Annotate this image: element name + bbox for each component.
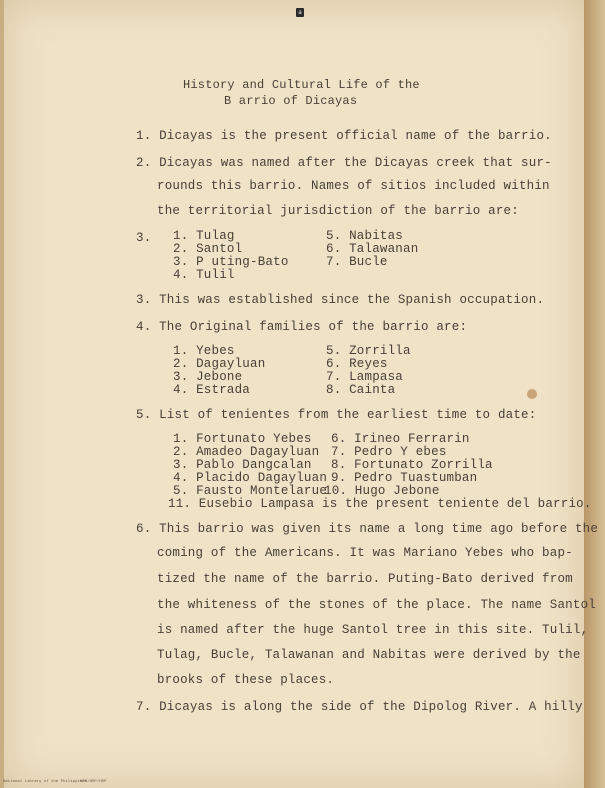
- teniente: 3. Pablo Dangcalan: [173, 458, 312, 472]
- item-4: 4. The Original families of the barrio are:: [136, 320, 468, 334]
- item-1: 1. Dicayas is the present official name of the barrio.: [136, 129, 552, 143]
- paper-stain: [527, 389, 537, 399]
- footer-left: National Library of the Philippines: [3, 780, 88, 784]
- sitio: 7. Bucle: [326, 255, 388, 269]
- document-page: [4, 0, 584, 788]
- family: 6. Reyes: [326, 357, 388, 371]
- family: 4. Estrada: [173, 383, 251, 397]
- sitio: 2. Santol: [173, 242, 243, 256]
- item-2-line-3: the territorial jurisdiction of the barrio are:: [157, 204, 519, 218]
- teniente: 2. Amadeo Dagayluan: [173, 445, 320, 459]
- item-3b: 3. This was established since the Spanish occupation.: [136, 293, 545, 307]
- heading-line-2: B arrio of Dicayas: [224, 94, 358, 108]
- heading-line-1: History and Cultural Life of the: [183, 78, 420, 92]
- item-3-number: 3.: [136, 231, 152, 245]
- teniente-present: 11. Eusebio Lampasa is the present teniente del barrio.: [168, 497, 592, 511]
- sitio: 1. Tulag: [173, 229, 235, 243]
- item-2-line-1: 2. Dicayas was named after the Dicayas creek that sur-: [136, 156, 552, 170]
- family: 5. Zorrilla: [326, 344, 411, 358]
- item-7: 7. Dicayas is along the side of the Dipolog River. A hilly: [136, 700, 583, 714]
- item-6-line-1: 6. This barrio was given its name a long time ago before the: [136, 522, 599, 536]
- item-6-line-3: tized the name of the barrio. Puting-Bato derived from: [157, 572, 573, 586]
- teniente: 4. Placido Dagayluan: [173, 471, 328, 485]
- sitio: 4. Tulil: [173, 268, 235, 282]
- sitio: 3. P uting-Bato: [173, 255, 289, 269]
- teniente: 7. Pedro Y ebes: [331, 445, 447, 459]
- family: 1. Yebes: [173, 344, 235, 358]
- teniente: 6. Irineo Ferrarin: [331, 432, 470, 446]
- family: 7. Lampasa: [326, 370, 404, 384]
- sitio: 5. Nabitas: [326, 229, 404, 243]
- item-6-line-7: brooks of these places.: [157, 673, 335, 687]
- teniente: 5. Fausto Montelarue: [173, 484, 328, 498]
- teniente: 10. Hugo Jebone: [324, 484, 440, 498]
- footer-right: HDP/HDP/HDP: [80, 780, 107, 784]
- item-2-line-2: rounds this barrio. Names of sitios included within: [157, 179, 550, 193]
- teniente: 1. Fortunato Yebes: [173, 432, 312, 446]
- item-6-line-2: coming of the Americans. It was Mariano Yebes who bap-: [157, 546, 573, 560]
- item-5: 5. List of tenientes from the earliest time to date:: [136, 408, 537, 422]
- item-6-line-6: Tulag, Bucle, Talawanan and Nabitas were derived by the: [157, 648, 581, 662]
- family: 3. Jebone: [173, 370, 243, 384]
- teniente: 8. Fortunato Zorrilla: [331, 458, 493, 472]
- sitio: 6. Talawanan: [326, 242, 419, 256]
- page-mark: a: [296, 8, 304, 17]
- family: 8. Cainta: [326, 383, 396, 397]
- page-edge: [584, 0, 605, 788]
- item-6-line-4: the whiteness of the stones of the place. The name Santol: [157, 598, 596, 612]
- family: 2. Dagayluan: [173, 357, 266, 371]
- item-6-line-5: is named after the huge Santol tree in this site. Tulil,: [157, 623, 589, 637]
- teniente: 9. Pedro Tuastumban: [331, 471, 478, 485]
